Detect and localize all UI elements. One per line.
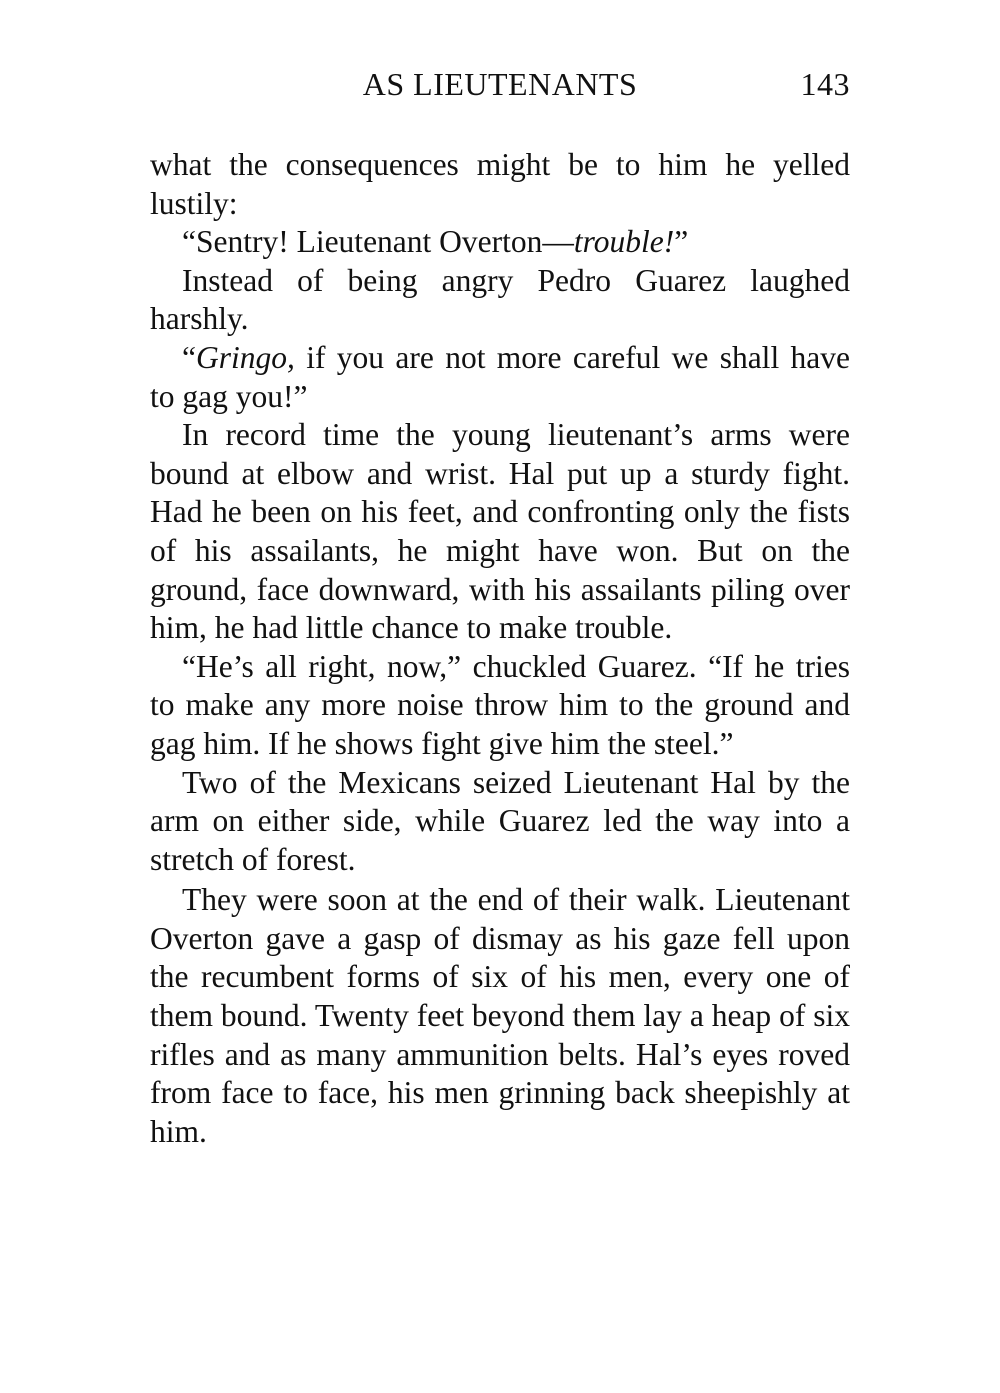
paragraph: They were soon at the end of their walk. Lieutenant Overton gave a gasp of dismay as his gaze fell upon the recumbent forms of six of his men, every one of them bound. Twenty feet beyond them lay a heap of six rifles and as many ammunition belts. Hal’s eyes roved from face to face, his men grinning back sheepishly at him. xyxy=(150,882,850,1149)
paragraph: what the consequences might be to him he yelled lustily: xyxy=(150,147,850,221)
running-header xyxy=(150,66,850,110)
paragraph xyxy=(150,339,850,416)
paragraph: Two of the Mexicans seized Lieutenant Hal by the arm on either side, while Guarez led the way into a stretch of forest. xyxy=(150,764,850,877)
emphasis-text: trouble! xyxy=(573,224,675,260)
paragraph: In record time the young lieutenant’s arms were bound at elbow and wrist. Hal put up a sturdy fight. Had he been on his feet, and confronting only the fists of his assailants, he might have won. But on the ground, face downward, with his assailants piling over him, he had little chance to make trouble. xyxy=(150,417,850,646)
paragraph xyxy=(150,223,850,262)
body-text xyxy=(150,146,850,1151)
emphasis-text: Gringo, xyxy=(195,339,295,375)
paragraph-text: “Sentry! Lieutenant Overton— xyxy=(182,224,574,260)
paragraph-text: if you are not more careful we shall have to gag you!” xyxy=(150,339,850,414)
paragraph: “He’s all right, now,” chuckled Guarez. “If he tries to make any more noise throw him to the ground and gag him. If he shows fight give him the steel.” xyxy=(150,648,850,761)
paragraph-text: “ xyxy=(182,339,196,375)
page-number: 143 xyxy=(800,66,850,102)
chapter-title: AS LIEUTENANTS xyxy=(362,66,638,102)
paragraph: Instead of being angry Pedro Guarez laughed harshly. xyxy=(150,262,850,337)
paragraph-text: ” xyxy=(674,224,689,260)
